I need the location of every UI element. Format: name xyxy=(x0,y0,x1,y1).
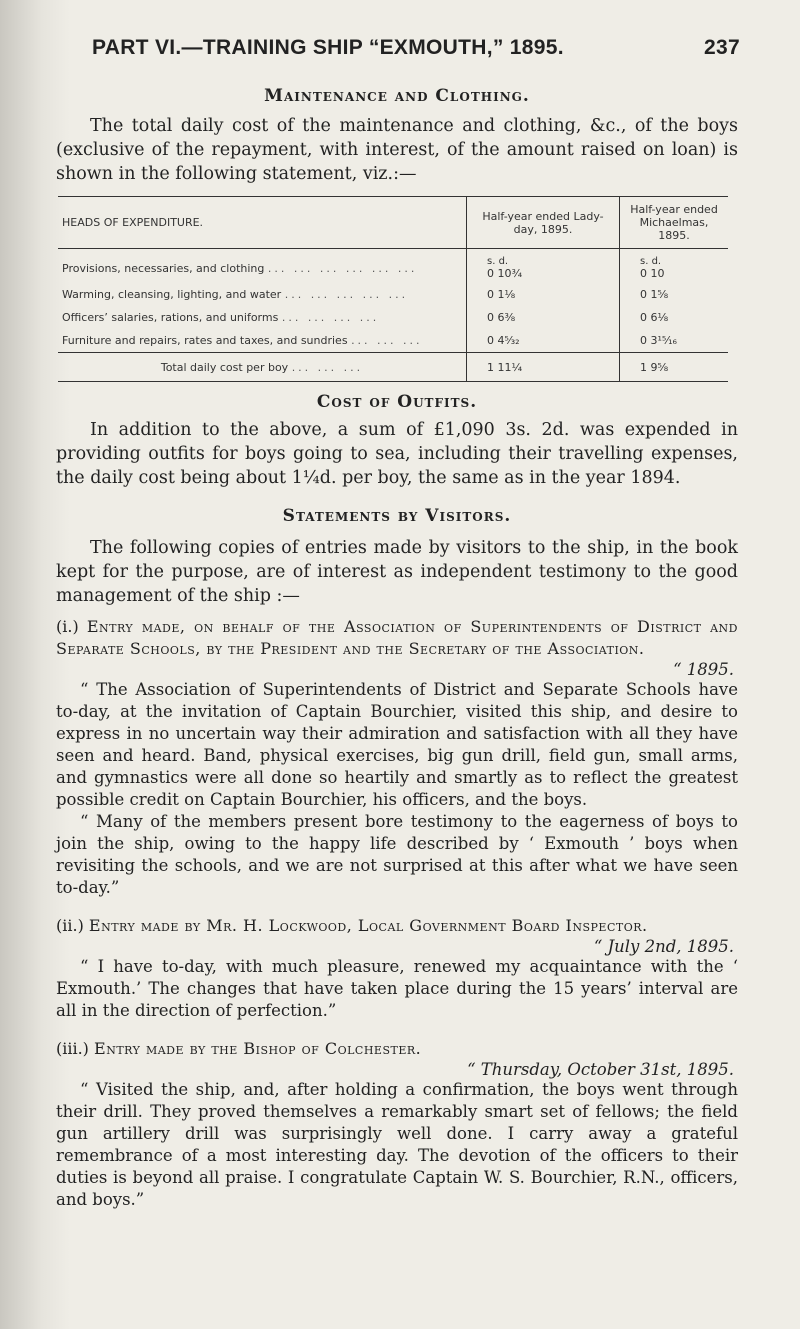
entry-number: (i.) xyxy=(56,617,79,636)
header-title: PART VI.—TRAINING SHIP “EXMOUTH,” 1895. xyxy=(92,36,564,59)
table-row: Furniture and repairs, rates and taxes, and sundries ... ... ... 0 4⁵⁄₃₂ 0 3¹⁵⁄₁₆ xyxy=(58,329,728,353)
page-body xyxy=(56,86,738,1211)
entry-number: (iii.) xyxy=(56,1039,89,1058)
visitor-entry xyxy=(56,1038,738,1211)
outfits-text: In addition to the above, a sum of £1,090 3s. 2d. was expended in providing outfits for boys going to sea, including their travelling expenses, the daily cost being about 1¼d. per boy, the same as in the year 1894. xyxy=(56,420,738,488)
entry-number: (ii.) xyxy=(56,916,84,935)
unit-label: s. d. xyxy=(640,256,662,267)
table-total-row: Total daily cost per boy ... ... ... 1 11¼ 1 9⅝ xyxy=(58,353,728,382)
entry-title: Entry made, on behalf of the Association of Superintendents of District and Separate Schools, by the President and the Secretary of the Association. xyxy=(56,617,738,658)
table-row: Provisions, necessaries, and clothing ... ... ... ... ... ... s. d. 0 10¾ s. d. 0 10 xyxy=(58,249,728,284)
value-lady-day: 0 4⁵⁄₃₂ xyxy=(467,329,620,353)
maintenance-intro: The total daily cost of the maintenance and clothing, &c., of the boys (exclusive of the repayment, with interest, of the amount raised on loan) is shown in the following statement, viz.:— xyxy=(56,116,738,184)
value-lady-day: 0 10¾ xyxy=(487,267,523,280)
entry-date: “ Thursday, October 31st, 1895. xyxy=(467,1060,734,1079)
total-michaelmas: 1 9⅝ xyxy=(620,353,729,382)
entry-paragraph: “ Many of the members present bore testimony to the eagerness of boys to join the ship, owing to the happy life described by ‘ Exmouth ’ boys when revisiting the schools, and we are not surprised at this after what we have seen to-day.” xyxy=(56,812,738,897)
row-label: Warming, cleansing, lighting, and water xyxy=(62,288,282,301)
row-label: Furniture and repairs, rates and taxes, and sundries xyxy=(62,334,348,347)
col-header-michaelmas: Half-year ended Michaelmas, 1895. xyxy=(620,197,729,249)
maintenance-heading: Maintenance and Clothing. xyxy=(264,86,530,106)
visitors-heading: Statements by Visitors. xyxy=(282,506,512,526)
value-michaelmas: 0 3¹⁵⁄₁₆ xyxy=(640,334,677,347)
value-lady-day: 0 6⅜ xyxy=(467,306,620,329)
visitor-entry xyxy=(56,616,738,899)
value-michaelmas: 0 1⅝ xyxy=(640,288,669,301)
table-row: Warming, cleansing, lighting, and water ... ... ... ... ... 0 1⅛ 0 1⅝ xyxy=(58,283,728,306)
col-header-heads: HEADS OF EXPENDITURE. xyxy=(58,197,467,249)
running-header xyxy=(92,36,740,60)
outfits-heading: Cost of Outfits. xyxy=(316,392,478,412)
entry-paragraph: “ I have to-day, with much pleasure, renewed my acquaintance with the ‘ Exmouth.’ The changes that have taken place during the 15 years’ interval are all in the direction of perfection.” xyxy=(56,957,738,1020)
value-michaelmas: 0 10 xyxy=(640,267,665,280)
row-label: Officers’ salaries, rations, and uniforms xyxy=(62,311,279,324)
entry-paragraph: “ The Association of Superintendents of District and Separate Schools have to-day, at the invitation of Captain Bourchier, visited this ship, and desire to express in no uncertain way their admiration and satisfaction with all they have seen and heard. Band, physical exercises, big gun drill, field gun, small arms, and gymnastics were all done so heartily and smartly as to reflect the greatest possible credit on Captain Bourchier, his officers, and the boys. xyxy=(56,680,738,809)
total-lady-day: 1 11¼ xyxy=(467,353,620,382)
unit-label: s. d. xyxy=(487,256,509,267)
entry-title: Entry made by Mr. H. Lockwood, Local Government Board Inspector. xyxy=(88,916,648,935)
entry-title: Entry made by the Bishop of Colchester. xyxy=(94,1039,422,1058)
value-michaelmas: 0 6⅛ xyxy=(640,311,669,324)
entry-date: “ July 2nd, 1895. xyxy=(593,937,734,956)
entry-date: “ 1895. xyxy=(673,660,734,679)
table-header-row xyxy=(58,197,728,249)
visitors-intro: The following copies of entries made by visitors to the ship, in the book kept for the purpose, are of interest as independent testimony to the good management of the ship :— xyxy=(56,538,738,606)
col-header-lady-day: Half-year ended Lady-day, 1895. xyxy=(467,197,620,249)
row-label: Provisions, necessaries, and clothing xyxy=(62,262,265,275)
total-label: Total daily cost per boy xyxy=(160,360,289,374)
page-number: 237 xyxy=(704,36,740,59)
value-lady-day: 0 1⅛ xyxy=(467,283,620,306)
table-row: Officers’ salaries, rations, and uniforms ... ... ... ... 0 6⅜ 0 6⅛ xyxy=(58,306,728,329)
entry-paragraph: “ Visited the ship, and, after holding a confirmation, the boys went through their drill. They proved themselves a remarkably smart set of fellows; the field gun artillery drill was surprisingly well done. I carry away a grateful remembrance of a most interesting day. The devotion of the officers to their duties is beyond all praise. I congratulate Captain W. S. Bourchier, R.N., officers, and boys.” xyxy=(56,1080,738,1209)
visitor-entry xyxy=(56,915,738,1022)
expenditure-table xyxy=(58,196,728,382)
